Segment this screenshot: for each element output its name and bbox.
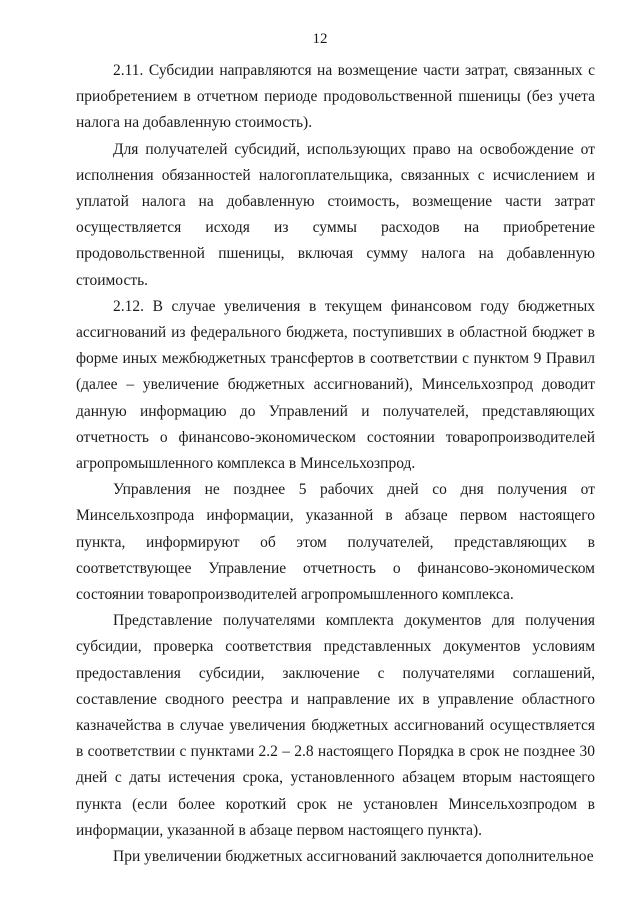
document-body [76,58,595,870]
page-number: 12 [312,31,328,47]
paragraph-2-12: 2.12. В случае увеличения в текущем финансовом году бюджетных ассигнований из федерального бюджета, поступивших в областной бюджет в форме иных межбюджетных трансфертов в соответствии с пунктом 9 Правил (далее – увеличение бюджетных ассигнований), Минсельхозпрод доводит данную информацию до Управлений и получателей, представляющих отчетность о финансово-экономическом состоянии товаропроизводителей агропромышленного комплекса в Минсельхозпрод. [76,297,595,473]
paragraph-document-submission: Представление получателями комплекта документов для получения субсидии, проверка соответствия представленных документов условиям предоставления субсидии, заключение с получателями соглашений, составление сводного реестра и направление их в управление областного казначейства в случае увеличения бюджетных ассигнований осуществляется в соответствии с пунктами 2.2 – 2.8 настоящего Порядка в срок не позднее 30 дней с даты истечения срока, установленного абзацем вторым настоящего пункта (если более короткий срок не установлен Минсельхозпродом в информации, указанной в абзаце первом настоящего пункта). [76,612,595,839]
paragraph-2-11: 2.11. Субсидии направляются на возмещение части затрат, связанных с приобретением в отчетном периоде продовольственной пшеницы (без учета налога на добавленную стоимость). [76,62,595,132]
paragraph-departments-notice: Управления не позднее 5 рабочих дней со дня получения от Минсельхозпрода информации, указанной в абзаце первом настоящего пункта, информируют об этом получателей, представляющих в соответствующее Управление отчетность о финансово-экономическом состоянии товаропроизводителей агропромышленного комплекса. [76,481,595,604]
paragraph-vat-exemption: Для получателей субсидий, использующих право на освобождение от исполнения обязанностей налогоплательщика, связанных с исчислением и уплатой налога на добавленную стоимость, возмещение части затрат осуществляется исходя из суммы расходов на приобретение продовольственной пшеницы, включая сумму налога на добавленную стоимость. [76,140,595,289]
paragraph-additional-agreement: При увеличении бюджетных ассигнований заключается дополнительное [113,848,594,866]
